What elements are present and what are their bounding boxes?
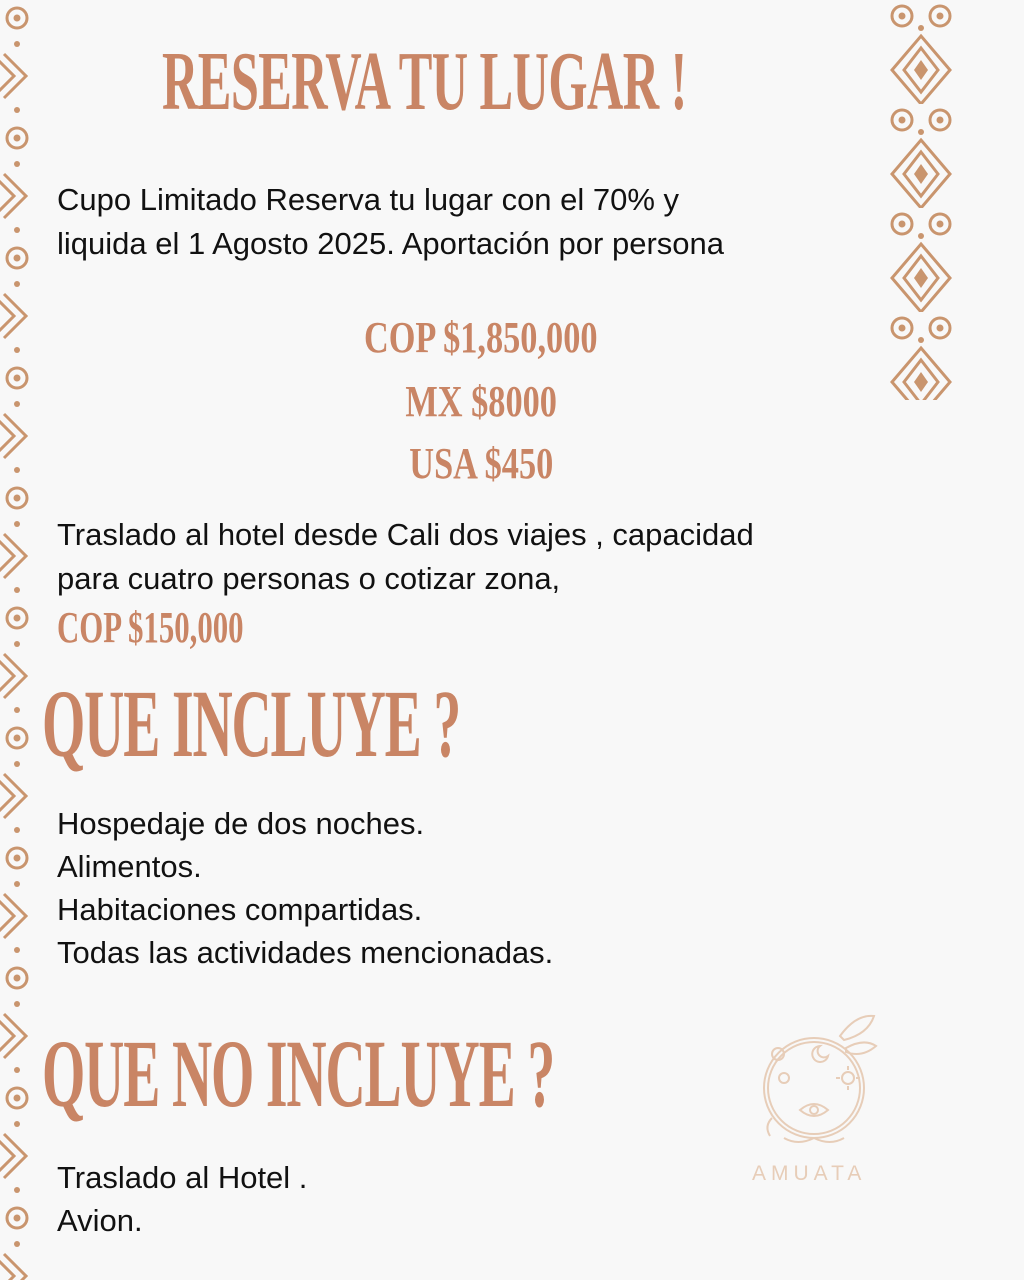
list-item: Traslado al Hotel . — [57, 1160, 308, 1195]
no-incluye-heading: QUE NO INCLUYE ? — [42, 1020, 555, 1127]
list-item: Hospedaje de dos noches. — [57, 806, 425, 841]
transfer-line-1: Traslado al hotel desde Cali dos viajes , capacidad — [57, 517, 754, 552]
transfer-price: COP $150,000 — [57, 603, 244, 652]
price-mx — [0, 377, 962, 426]
price-usa-text: USA $450 — [409, 439, 553, 488]
list-item: Alimentos. — [57, 849, 202, 884]
price-mx-text: MX $8000 — [405, 377, 557, 426]
no-incluye-list — [57, 1156, 307, 1242]
logo-text: AMUATA — [752, 1162, 867, 1185]
price-usa — [0, 439, 962, 488]
page-title: RESERVA TU LUGAR ! — [162, 35, 687, 128]
list-item: Habitaciones compartidas. — [57, 892, 423, 927]
incluye-list — [57, 802, 553, 974]
intro-line-1: Cupo Limitado Reserva tu lugar con el 70% y — [57, 182, 680, 217]
price-cop — [0, 313, 962, 362]
intro-line-2: liquida el 1 Agosto 2025. Aportación por persona — [57, 226, 724, 261]
amuata-logo-icon — [748, 1006, 888, 1156]
price-cop-text: COP $1,850,000 — [364, 313, 598, 362]
transfer-line-2: para cuatro personas o cotizar zona, — [57, 561, 561, 596]
list-item: Todas las actividades mencionadas. — [57, 935, 554, 970]
incluye-heading: QUE INCLUYE ? — [42, 670, 461, 777]
list-item: Avion. — [57, 1203, 143, 1238]
left-tribal-border — [0, 0, 34, 1280]
